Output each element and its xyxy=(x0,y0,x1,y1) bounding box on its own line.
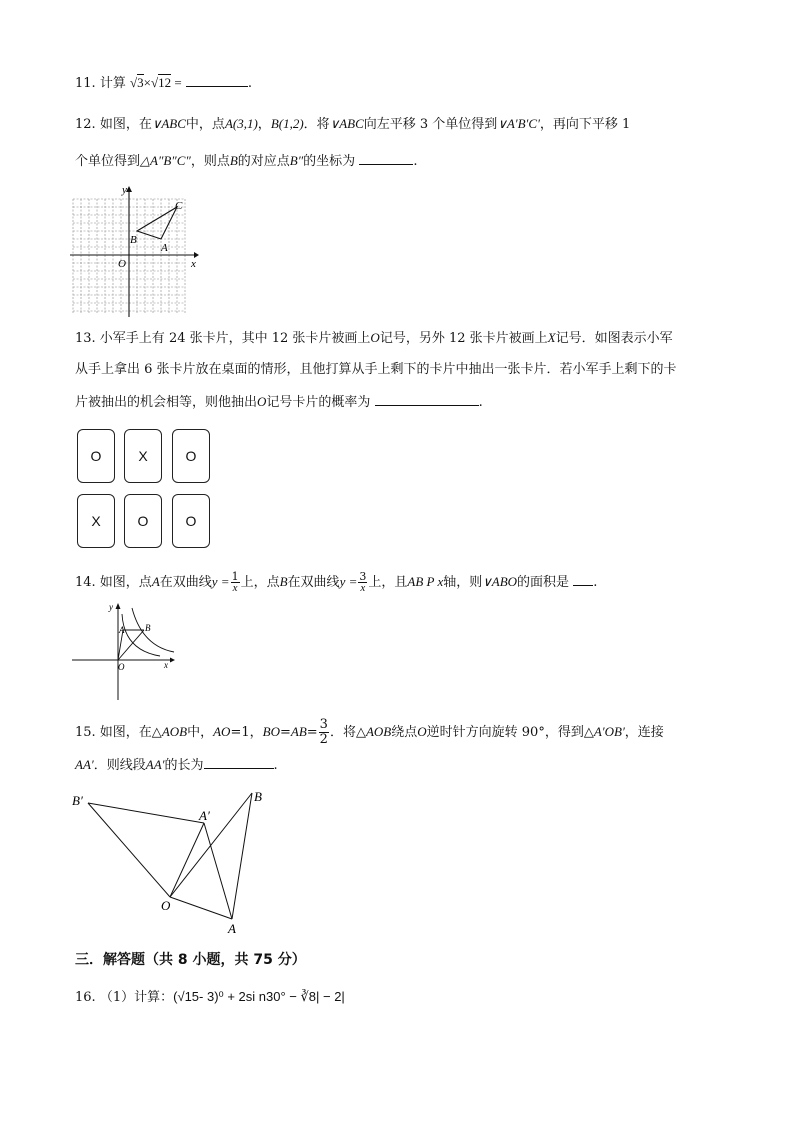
q14-fraction-2 xyxy=(358,571,367,594)
q12-answer-blank[interactable] xyxy=(359,151,413,165)
q15-answer-blank[interactable] xyxy=(204,755,274,769)
q14-text: 的面积是 xyxy=(517,575,570,590)
q15-text: = xyxy=(306,725,318,740)
card-mark: O xyxy=(90,448,102,464)
section-heading: 三．解答题（共 8 小题，共 75 分） xyxy=(75,952,306,968)
hyperbola-1 xyxy=(122,614,160,656)
q12-point-a: A(3,1) xyxy=(224,116,258,131)
q11-answer-blank[interactable] xyxy=(186,73,248,87)
q13-o-mark: O xyxy=(370,330,380,345)
q15-bo: BO xyxy=(262,724,280,739)
q11-line: 11. 计算 √3×√12 = . xyxy=(75,75,252,91)
q13-line-3 xyxy=(75,392,483,412)
q15-text: 15. 如图，在△ xyxy=(75,725,162,740)
q13-text: 记号，另外 12 张卡片被画上 xyxy=(379,331,548,346)
q14-answer-blank[interactable] xyxy=(573,572,593,586)
q14-text: 上，点 xyxy=(240,575,280,590)
q15-text: ，连接 xyxy=(624,725,664,740)
q12-text: 如图，在 xyxy=(99,117,152,132)
q13-period: . xyxy=(478,395,483,410)
q12-line-1 xyxy=(75,115,630,134)
card-mark: X xyxy=(91,513,101,529)
q13-line-2 xyxy=(75,361,677,379)
q15-denominator: 2 xyxy=(319,732,328,747)
q12-text: ，则点 xyxy=(190,154,230,169)
q15-triangle: AOB xyxy=(161,724,188,739)
q12-grid-figure xyxy=(70,185,200,317)
q11-number: 11. xyxy=(75,76,96,91)
q13-text: 从手上拿出 6 张卡片放在桌面的情形，且他打算从手上剩下的卡片中抽出一张卡片．若小军手上剩下的卡 xyxy=(75,362,677,377)
q15-numerator: 3 xyxy=(319,717,328,732)
q14-triangle: ∨ABO xyxy=(482,574,518,589)
q14-ab-parallel: AB P x xyxy=(407,574,444,589)
point-a1-label: A′ xyxy=(199,808,210,823)
q12-text: 的对应点 xyxy=(237,154,290,169)
q15-period: . xyxy=(273,758,278,773)
q14-fraction-1 xyxy=(231,571,240,594)
y-label: y xyxy=(122,185,127,196)
q16-line xyxy=(75,988,345,1007)
q15-triangle-rotated: A′OB′ xyxy=(593,724,625,739)
q12-triangle-abc: ∨ABC xyxy=(151,116,186,131)
segment-a1a xyxy=(204,823,232,919)
q13-text: 13. 小军手上有 24 张卡片，其中 12 张卡片被画上 xyxy=(75,331,371,346)
card xyxy=(124,429,162,483)
y-label: y xyxy=(109,602,113,612)
point-a-label: A xyxy=(161,242,168,254)
q14-text: 14. 如图，点 xyxy=(75,575,152,590)
q14-numerator-1: 1 xyxy=(231,570,239,583)
segment-oa xyxy=(170,897,232,919)
q14-period: . xyxy=(593,575,598,590)
q12-line-2 xyxy=(75,151,417,171)
q12-period: . xyxy=(413,154,418,169)
q12-text: 的坐标为 xyxy=(303,154,356,169)
q15-point-o: O xyxy=(417,724,427,739)
q14-denominator-2: x xyxy=(360,582,366,594)
q11-radicand-1: 3 xyxy=(137,75,144,90)
q14-denominator-1: x xyxy=(232,582,238,594)
q15-text: ．将△ xyxy=(329,725,366,740)
origin-label: O xyxy=(118,662,125,672)
q14-point-b: B xyxy=(279,574,288,589)
q13-text: 记号．如图表示小军 xyxy=(555,331,673,346)
q14-numerator-2: 3 xyxy=(359,570,367,583)
q15-fraction xyxy=(319,718,329,747)
x-label: x xyxy=(191,258,196,270)
q15-text: 绕点 xyxy=(391,725,418,740)
q16-expression: (√15- 3)⁰ + 2si n30° − ∛8| − 2| xyxy=(173,989,345,1004)
q12-text: 向左平移 3 个单位得到 xyxy=(363,117,498,132)
q12-text: 个单位得到 xyxy=(75,154,141,169)
segment-ob xyxy=(170,793,252,897)
card-mark: X xyxy=(138,448,148,464)
card xyxy=(124,494,162,548)
q13-text: 记号卡片的概率为 xyxy=(266,395,371,410)
q14-text: 上，且 xyxy=(368,575,408,590)
q16-number: 16. xyxy=(75,990,96,1005)
q15-aa: AA′ xyxy=(75,757,94,772)
q11-period: . xyxy=(247,76,252,91)
q15-text: =1， xyxy=(230,725,263,740)
card xyxy=(172,494,210,548)
x-label: x xyxy=(164,660,168,670)
q14-point-a: A xyxy=(151,574,160,589)
q12-triangle-a2b2c2: △A″B″C″ xyxy=(140,153,191,168)
segment-ba xyxy=(232,793,252,919)
q15-rotation-figure xyxy=(70,785,275,935)
segment-b1o xyxy=(88,803,170,897)
segment-b1a1 xyxy=(88,803,204,823)
q13-answer-blank[interactable] xyxy=(375,392,479,406)
q14-y-eq: y = xyxy=(211,574,230,589)
q14-y-eq: y = xyxy=(339,574,358,589)
q13-line-1 xyxy=(75,329,673,348)
q12-text: ，再向下平移 1 xyxy=(539,117,631,132)
point-b-label: B xyxy=(254,789,262,804)
q11-equals: = xyxy=(174,75,182,90)
q15-line-2 xyxy=(75,755,278,775)
q12-text: 中，点 xyxy=(185,117,225,132)
card xyxy=(77,494,115,548)
origin-label: O xyxy=(118,258,126,270)
q11-times: × xyxy=(143,75,151,90)
q15-text: 的长为 xyxy=(164,758,204,773)
q14-hyperbola-figure xyxy=(70,600,180,702)
q16-part: （1）计算： xyxy=(99,990,174,1005)
q14-text: 在双曲线 xyxy=(159,575,212,590)
q12-sep: ， xyxy=(257,117,271,132)
point-a-label: A xyxy=(228,921,236,935)
q14-text: 轴，则 xyxy=(443,575,483,590)
q15-ao: AO xyxy=(213,724,231,739)
q15-triangle: AOB xyxy=(365,724,392,739)
point-o-label: O xyxy=(161,898,171,913)
point-a-label: A xyxy=(119,625,125,635)
q11-text: 计算 xyxy=(99,76,126,91)
q12-text: ．将 xyxy=(303,117,330,132)
card-mark: O xyxy=(137,513,149,529)
q15-text: 逆时针方向旋转 90°，得到△ xyxy=(426,725,594,740)
q12-point-b: B(1,2) xyxy=(270,116,304,131)
q12-point-b-label: B xyxy=(229,153,238,168)
q11-radicand-2: 12 xyxy=(158,75,172,90)
card xyxy=(172,429,210,483)
q12-triangle-abc: ∨ABC xyxy=(329,116,364,131)
q12-number: 12. xyxy=(75,117,96,132)
q15-ab: AB xyxy=(290,724,307,739)
card xyxy=(77,429,115,483)
card-mark: O xyxy=(185,513,197,529)
point-b-label: B xyxy=(130,234,137,246)
q13-o-mark: O xyxy=(257,394,267,409)
point-b1-label: B′ xyxy=(72,793,83,808)
point-b-label: B xyxy=(145,623,151,633)
q14-text: 在双曲线 xyxy=(287,575,340,590)
q15-text: ．则线段 xyxy=(93,758,146,773)
card-mark: O xyxy=(185,448,197,464)
point-c-label: C xyxy=(175,200,183,212)
q13-text: 片被抽出的机会相等，则他抽出 xyxy=(75,395,258,410)
q15-line-1 xyxy=(75,718,664,747)
q14-line xyxy=(75,571,597,594)
q12-triangle-a1b1c1: ∨A′B′C′ xyxy=(497,116,540,131)
q12-point-b2-label: B″ xyxy=(289,153,304,168)
q15-text: 中， xyxy=(187,725,214,740)
q13-x-mark: X xyxy=(547,330,556,345)
q15-aa: AA′ xyxy=(145,757,165,772)
q15-text: = xyxy=(279,725,291,740)
